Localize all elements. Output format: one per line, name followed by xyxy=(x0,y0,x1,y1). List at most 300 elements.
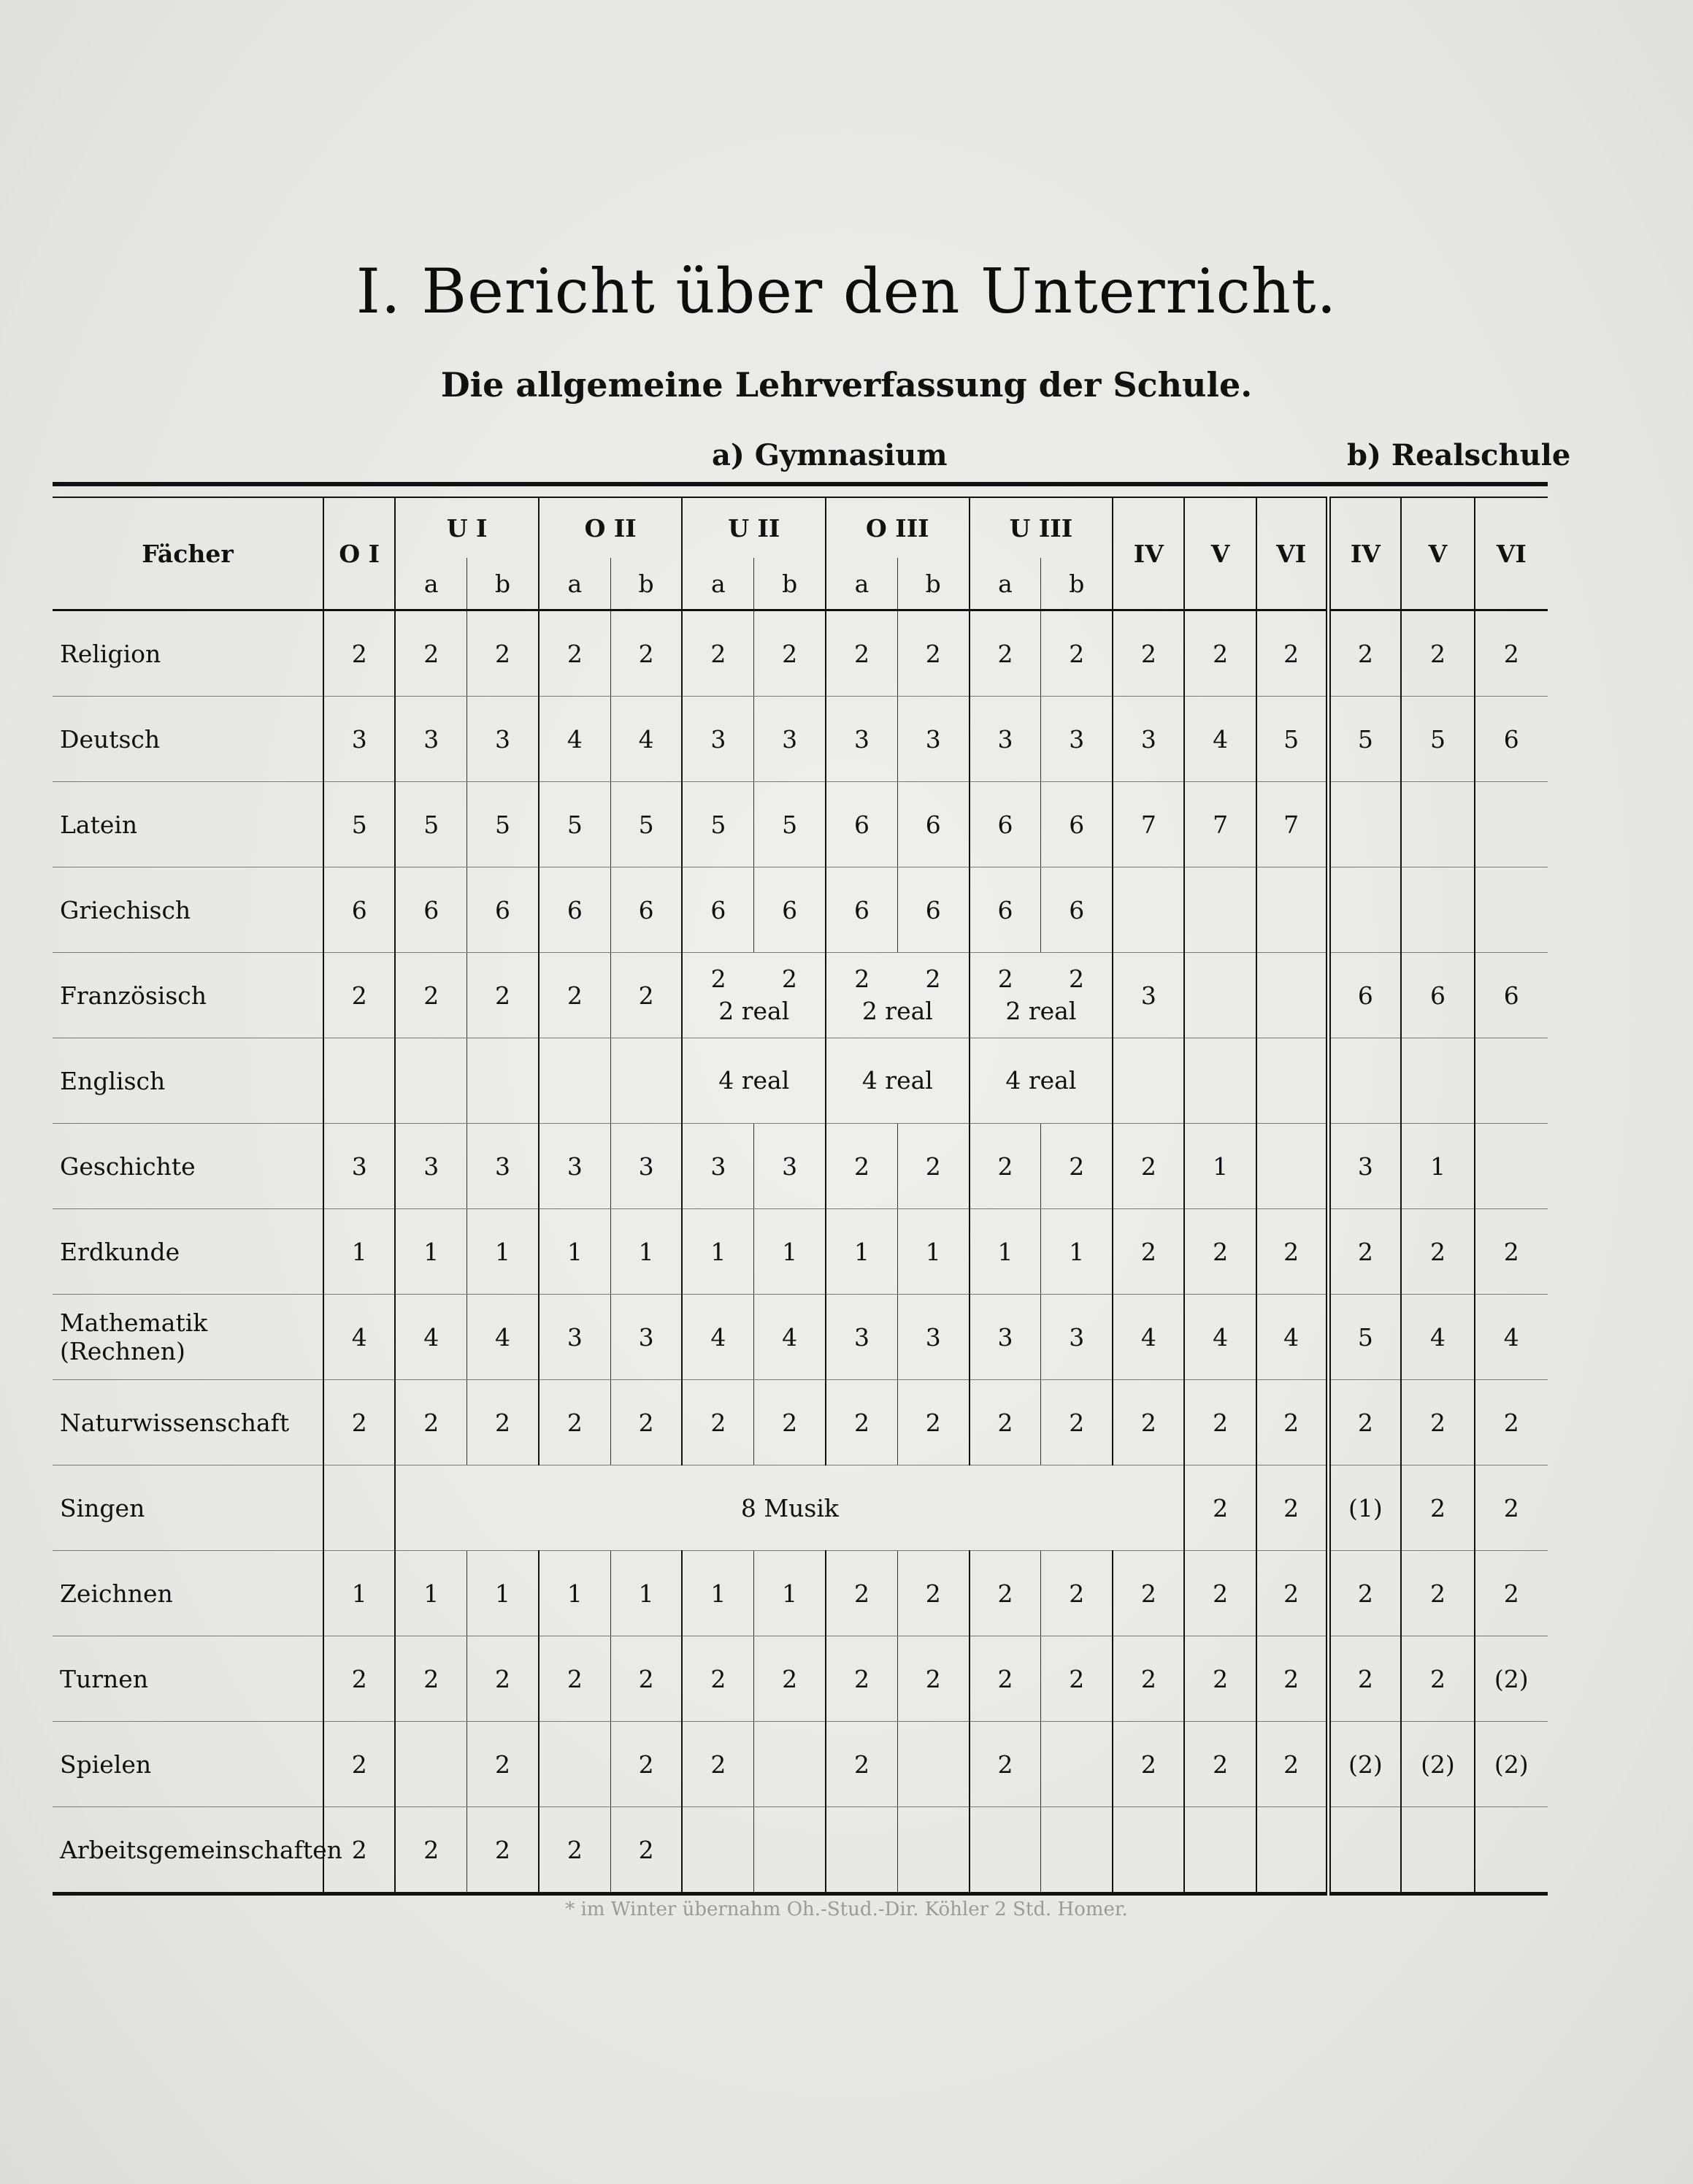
subject-label: Zeichnen xyxy=(53,1551,323,1636)
header-class: VI xyxy=(1475,497,1548,610)
table-cell-span xyxy=(970,953,1113,1038)
table-cell: 2 xyxy=(897,1551,969,1636)
subject-label: Englisch xyxy=(53,1038,323,1124)
table-cell-value: 2 xyxy=(781,965,797,993)
table-cell: 2 xyxy=(1113,1551,1184,1636)
table-cell: 2 xyxy=(323,1722,395,1807)
table-cell: 2 xyxy=(682,1722,753,1807)
page-title: I. Bericht über den Unterricht. xyxy=(356,256,1337,327)
table-cell: 3 xyxy=(1041,697,1113,782)
table-cell: 3 xyxy=(970,1295,1041,1380)
subject-label: Singen xyxy=(53,1465,323,1551)
table-cell: 1 xyxy=(395,1209,467,1295)
table-cell: 4 xyxy=(539,697,610,782)
table-cell: 5 xyxy=(1328,697,1401,782)
table-cell: 4 xyxy=(1475,1295,1548,1380)
table-cell xyxy=(539,1038,610,1124)
table-cell: 2 xyxy=(1475,1209,1548,1295)
table-cell: 3 xyxy=(323,697,395,782)
table-cell: 2 xyxy=(610,953,682,1038)
table-cell xyxy=(897,1807,969,1894)
subject-label: Arbeitsgemeinschaften xyxy=(53,1807,323,1894)
table-cell xyxy=(970,1807,1041,1894)
table-cell: 3 xyxy=(682,1124,753,1209)
table-cell: 1 xyxy=(1041,1209,1113,1295)
table-cell xyxy=(1184,1038,1256,1124)
table-cell: 2 xyxy=(1256,1465,1328,1551)
table-cell: 2 xyxy=(539,1380,610,1465)
subject-label: Naturwissenschaft xyxy=(53,1380,323,1465)
table-cell: 6 xyxy=(754,867,826,953)
table-cell: 6 xyxy=(970,782,1041,867)
table-cell xyxy=(1256,867,1328,953)
table-cell: 4 xyxy=(682,1295,753,1380)
table-cell-span xyxy=(826,1038,970,1124)
table-row xyxy=(53,1807,1548,1894)
table-cell: 5 xyxy=(1328,1295,1401,1380)
table-cell: 3 xyxy=(754,697,826,782)
table-cell: 2 xyxy=(610,610,682,697)
table-cell: (2) xyxy=(1475,1722,1548,1807)
table-cell xyxy=(1113,867,1184,953)
table-cell: 5 xyxy=(754,782,826,867)
subject-label: Geschichte xyxy=(53,1124,323,1209)
table-cell-value: 2 xyxy=(925,965,941,993)
table-cell: 2 xyxy=(826,1380,897,1465)
table-row xyxy=(53,1038,1548,1124)
table-row xyxy=(53,1722,1548,1807)
table-cell: 3 xyxy=(970,697,1041,782)
table-cell: 2 xyxy=(1328,1209,1401,1295)
subject-label: Französisch xyxy=(53,953,323,1038)
table-cell: 4 xyxy=(1184,1295,1256,1380)
table-cell: 2 xyxy=(323,953,395,1038)
table-cell: 2 xyxy=(467,1807,539,1894)
table-cell: 2 xyxy=(1041,1124,1113,1209)
table-cell: 2 xyxy=(1401,1380,1474,1465)
table-cell: 2 xyxy=(1401,1551,1474,1636)
table-cell: 2 xyxy=(897,1380,969,1465)
table-cell xyxy=(1475,867,1548,953)
table-cell xyxy=(1113,1807,1184,1894)
table-cell: 2 xyxy=(1184,1722,1256,1807)
table-cell: 2 xyxy=(1401,1465,1474,1551)
table-cell: 2 xyxy=(1475,1551,1548,1636)
header-subdivision: b xyxy=(467,558,539,610)
table-cell: 3 xyxy=(467,697,539,782)
table-cell: 2 xyxy=(897,610,969,697)
header-subdivision: a xyxy=(826,558,897,610)
table-cell-value: 2 xyxy=(710,965,726,993)
table-row xyxy=(53,1124,1548,1209)
table-cell: 1 xyxy=(395,1551,467,1636)
table-cell: 2 xyxy=(1475,1380,1548,1465)
table-cell: 2 xyxy=(1401,1636,1474,1722)
subject-label: Turnen xyxy=(53,1636,323,1722)
header-class: O III xyxy=(826,497,970,558)
table-cell: 6 xyxy=(1475,953,1548,1038)
table-cell-annotation: 4 real xyxy=(1005,1066,1077,1095)
table-cell: 6 xyxy=(897,782,969,867)
table-cell: 2 xyxy=(826,1636,897,1722)
table-cell: 2 xyxy=(395,1380,467,1465)
header-class: VI xyxy=(1256,497,1328,610)
table-cell: 1 xyxy=(467,1209,539,1295)
table-cell xyxy=(754,1807,826,1894)
table-cell: 7 xyxy=(1256,782,1328,867)
table-cell: 2 xyxy=(1113,1636,1184,1722)
table-cell: 2 xyxy=(1113,1124,1184,1209)
header-class: U III xyxy=(970,497,1113,558)
table-cell: 4 xyxy=(467,1295,539,1380)
table-cell: 3 xyxy=(1328,1124,1401,1209)
table-cell: 1 xyxy=(682,1551,753,1636)
table-cell: 6 xyxy=(610,867,682,953)
table-cell: 2 xyxy=(1256,1636,1328,1722)
table-cell: 2 xyxy=(1184,610,1256,697)
table-cell: 2 xyxy=(1401,1209,1474,1295)
table-cell: 6 xyxy=(323,867,395,953)
table-cell: 2 xyxy=(1041,1380,1113,1465)
table-cell: 4 xyxy=(754,1295,826,1380)
table-cell-span xyxy=(682,1038,826,1124)
table-cell: 6 xyxy=(395,867,467,953)
table-cell: 2 xyxy=(1256,1722,1328,1807)
table-cell: 1 xyxy=(1184,1124,1256,1209)
table-cell: (1) xyxy=(1328,1465,1401,1551)
header-class: U II xyxy=(682,497,826,558)
table-row xyxy=(53,1380,1548,1465)
table-cell: 2 xyxy=(1328,1380,1401,1465)
table-cell: 2 xyxy=(323,610,395,697)
table-cell: 6 xyxy=(1041,782,1113,867)
table-cell xyxy=(1184,953,1256,1038)
table-cell xyxy=(610,1038,682,1124)
table-row xyxy=(53,1465,1548,1551)
table-cell: 3 xyxy=(395,697,467,782)
table-cell: 6 xyxy=(897,867,969,953)
table-cell xyxy=(323,1465,395,1551)
table-cell xyxy=(1401,1038,1474,1124)
table-row xyxy=(53,1209,1548,1295)
table-cell: 3 xyxy=(323,1124,395,1209)
table-cell: 5 xyxy=(1401,697,1474,782)
header-subdivision: a xyxy=(395,558,467,610)
table-cell-annotation: 2 real xyxy=(861,997,933,1025)
table-cell xyxy=(1401,1807,1474,1894)
table-cell: 5 xyxy=(1256,697,1328,782)
table-cell: 3 xyxy=(1113,953,1184,1038)
section-label-realschule: b) Realschule xyxy=(1347,438,1571,472)
table-cell xyxy=(1256,1038,1328,1124)
table-cell: 4 xyxy=(323,1295,395,1380)
table-cell: 3 xyxy=(754,1124,826,1209)
table-cell: 2 xyxy=(395,610,467,697)
table-cell xyxy=(1401,782,1474,867)
table-cell: 6 xyxy=(1475,697,1548,782)
table-cell-value: 2 xyxy=(997,965,1013,993)
subject-label: Erdkunde xyxy=(53,1209,323,1295)
table-cell: 2 xyxy=(539,953,610,1038)
header-class: IV xyxy=(1328,497,1401,610)
table-cell: 2 xyxy=(610,1636,682,1722)
table-cell: 4 xyxy=(1401,1295,1474,1380)
table-cell xyxy=(754,1722,826,1807)
header-subdivision: a xyxy=(970,558,1041,610)
header-subdivision: b xyxy=(610,558,682,610)
table-cell: 1 xyxy=(1401,1124,1474,1209)
table-cell: 1 xyxy=(610,1209,682,1295)
table-cell: 1 xyxy=(970,1209,1041,1295)
table-cell-value: 2 xyxy=(1069,965,1085,993)
header-class: IV xyxy=(1113,497,1184,610)
table-cell: 3 xyxy=(395,1124,467,1209)
table-cell: 5 xyxy=(395,782,467,867)
table-cell: 2 xyxy=(826,1722,897,1807)
table-cell: 2 xyxy=(610,1722,682,1807)
table-cell xyxy=(1401,867,1474,953)
table-cell: 2 xyxy=(682,610,753,697)
table-cell: 6 xyxy=(539,867,610,953)
table-cell xyxy=(1328,1038,1401,1124)
table-cell: 2 xyxy=(467,953,539,1038)
table-cell: 2 xyxy=(897,1124,969,1209)
table-cell xyxy=(1184,1807,1256,1894)
header-class: O II xyxy=(539,497,683,558)
table-cell: 3 xyxy=(682,697,753,782)
footnote: * im Winter übernahm Oh.-Stud.-Dir. Köhler 2 Std. Homer. xyxy=(565,1898,1128,1920)
table-cell: 3 xyxy=(467,1124,539,1209)
table-cell xyxy=(1475,1807,1548,1894)
table-cell xyxy=(1256,953,1328,1038)
header-subdivision: b xyxy=(1041,558,1113,610)
table-cell-span xyxy=(970,1038,1113,1124)
table-cell: 4 xyxy=(395,1295,467,1380)
table-cell: 2 xyxy=(1184,1551,1256,1636)
table-cell xyxy=(467,1038,539,1124)
table-row xyxy=(53,1636,1548,1722)
section-label-gymnasium: a) Gymnasium xyxy=(712,438,948,472)
table-cell: 2 xyxy=(539,1636,610,1722)
table-cell: 2 xyxy=(1401,610,1474,697)
table-cell: 2 xyxy=(970,1124,1041,1209)
table-cell: 3 xyxy=(610,1295,682,1380)
table-row xyxy=(53,1551,1548,1636)
table-cell: 3 xyxy=(897,1295,969,1380)
table-cell xyxy=(1041,1722,1113,1807)
table-cell: 2 xyxy=(1256,1209,1328,1295)
header-subdivision: a xyxy=(539,558,610,610)
table-cell: 6 xyxy=(826,867,897,953)
subject-label: Religion xyxy=(53,610,323,697)
table-cell xyxy=(1328,782,1401,867)
table-cell: 5 xyxy=(682,782,753,867)
table-cell: 5 xyxy=(539,782,610,867)
table-cell: 2 xyxy=(323,1636,395,1722)
table-cell: 2 xyxy=(1113,1722,1184,1807)
header-subjects: Fächer xyxy=(53,497,323,610)
table-cell: 2 xyxy=(1041,610,1113,697)
table-row xyxy=(53,953,1548,1038)
table-cell: 3 xyxy=(826,1295,897,1380)
table-cell: 2 xyxy=(395,1807,467,1894)
table-cell: 2 xyxy=(467,1380,539,1465)
table-cell: 2 xyxy=(1256,1551,1328,1636)
subject-label: Mathematik (Rechnen) xyxy=(53,1295,323,1380)
table-cell: 2 xyxy=(467,1722,539,1807)
table-cell: 2 xyxy=(1256,1380,1328,1465)
table-cell: 6 xyxy=(1401,953,1474,1038)
table-cell: 3 xyxy=(610,1124,682,1209)
table-cell: 2 xyxy=(610,1807,682,1894)
table-cell: 2 xyxy=(539,1807,610,1894)
table-cell xyxy=(1328,1807,1401,1894)
table-cell: 6 xyxy=(970,867,1041,953)
table-cell xyxy=(1328,867,1401,953)
table-cell xyxy=(1256,1807,1328,1894)
table-cell: 2 xyxy=(1113,610,1184,697)
table-cell: 1 xyxy=(539,1209,610,1295)
page-subtitle: Die allgemeine Lehrverfassung der Schule. xyxy=(440,365,1253,405)
table-cell: 2 xyxy=(682,1380,753,1465)
table-cell: 2 xyxy=(1184,1465,1256,1551)
table-cell: 5 xyxy=(323,782,395,867)
table-cell: 2 xyxy=(1475,610,1548,697)
header-class: V xyxy=(1401,497,1474,610)
table-cell: 1 xyxy=(826,1209,897,1295)
table-cell: (2) xyxy=(1475,1636,1548,1722)
header-subdivision: b xyxy=(754,558,826,610)
table-cell: 4 xyxy=(1113,1295,1184,1380)
table-cell xyxy=(682,1807,753,1894)
table-cell-span xyxy=(826,953,970,1038)
table-row xyxy=(53,697,1548,782)
table-cell: 6 xyxy=(1041,867,1113,953)
table-cell xyxy=(1113,1038,1184,1124)
table-cell: 3 xyxy=(826,697,897,782)
table-cell: 2 xyxy=(1184,1209,1256,1295)
table-cell: 6 xyxy=(826,782,897,867)
table-cell: 5 xyxy=(467,782,539,867)
table-cell: 2 xyxy=(754,1636,826,1722)
table-cell-annotation: 2 real xyxy=(1005,997,1077,1025)
header-subdivision: a xyxy=(682,558,753,610)
table-cell: 1 xyxy=(610,1551,682,1636)
table-cell: 4 xyxy=(610,697,682,782)
curriculum-table xyxy=(53,482,1548,1896)
header-class: V xyxy=(1184,497,1256,610)
table-cell: 2 xyxy=(1328,610,1401,697)
table-cell: 2 xyxy=(467,1636,539,1722)
table-cell: 1 xyxy=(682,1209,753,1295)
table-cell: (2) xyxy=(1401,1722,1474,1807)
table-cell xyxy=(323,1038,395,1124)
table-cell: 3 xyxy=(539,1295,610,1380)
subject-label: Spielen xyxy=(53,1722,323,1807)
table-cell-annotation: 2 real xyxy=(718,997,790,1025)
subject-label: Deutsch xyxy=(53,697,323,782)
table-cell: 1 xyxy=(323,1209,395,1295)
table-cell xyxy=(826,1807,897,1894)
table-cell: 2 xyxy=(323,1807,395,1894)
subject-label: Latein xyxy=(53,782,323,867)
table-cell: 2 xyxy=(539,610,610,697)
table-cell: 1 xyxy=(754,1209,826,1295)
table-cell: 2 xyxy=(1328,1551,1401,1636)
table-cell: 2 xyxy=(970,610,1041,697)
table-cell: 6 xyxy=(1328,953,1401,1038)
table-cell: 6 xyxy=(682,867,753,953)
table-cell: 2 xyxy=(1328,1636,1401,1722)
table-cell: 2 xyxy=(395,953,467,1038)
table-cell: 2 xyxy=(1041,1551,1113,1636)
table-cell: 2 xyxy=(754,1380,826,1465)
table-cell: 7 xyxy=(1113,782,1184,867)
table-cell: 3 xyxy=(897,697,969,782)
table-cell: 2 xyxy=(826,1124,897,1209)
table-cell: (2) xyxy=(1328,1722,1401,1807)
table-row xyxy=(53,782,1548,867)
table-row xyxy=(53,1295,1548,1380)
table-cell xyxy=(1041,1807,1113,1894)
header-class: U I xyxy=(395,497,539,558)
table-cell xyxy=(1256,1124,1328,1209)
table-cell-value: 2 xyxy=(854,965,870,993)
subject-label: Griechisch xyxy=(53,867,323,953)
table-cell: 2 xyxy=(1475,1465,1548,1551)
table-cell xyxy=(1475,1124,1548,1209)
table-cell: 2 xyxy=(826,610,897,697)
table-cell xyxy=(395,1722,467,1807)
table-cell-annotation: 4 real xyxy=(861,1066,933,1095)
table-cell: 2 xyxy=(682,1636,753,1722)
table-cell: 1 xyxy=(754,1551,826,1636)
table-cell: 7 xyxy=(1184,782,1256,867)
table-cell: 2 xyxy=(970,1551,1041,1636)
table-cell: 2 xyxy=(1113,1380,1184,1465)
table-cell: 2 xyxy=(970,1722,1041,1807)
table-cell: 4 xyxy=(1184,697,1256,782)
table-cell: 2 xyxy=(1256,610,1328,697)
table-cell: 2 xyxy=(897,1636,969,1722)
table-cell: 2 xyxy=(970,1636,1041,1722)
table-cell xyxy=(1184,867,1256,953)
table-cell xyxy=(539,1722,610,1807)
table-cell: 1 xyxy=(897,1209,969,1295)
table-cell: 2 xyxy=(1184,1380,1256,1465)
table-cell: 1 xyxy=(539,1551,610,1636)
table-cell xyxy=(1475,782,1548,867)
table-cell xyxy=(1475,1038,1548,1124)
table-cell: 1 xyxy=(323,1551,395,1636)
table-cell-music: 8 Musik xyxy=(395,1465,1184,1551)
table-cell: 2 xyxy=(1041,1636,1113,1722)
table-cell: 3 xyxy=(1041,1295,1113,1380)
table-cell-annotation: 4 real xyxy=(718,1066,790,1095)
table-cell: 2 xyxy=(323,1380,395,1465)
table-cell xyxy=(395,1038,467,1124)
table-row xyxy=(53,867,1548,953)
table-cell xyxy=(897,1722,969,1807)
table-cell: 3 xyxy=(539,1124,610,1209)
table-cell: 2 xyxy=(970,1380,1041,1465)
table-cell: 6 xyxy=(467,867,539,953)
table-cell-span xyxy=(682,953,826,1038)
table-cell: 5 xyxy=(610,782,682,867)
table-cell: 2 xyxy=(610,1380,682,1465)
table-cell: 2 xyxy=(1184,1636,1256,1722)
table-cell: 2 xyxy=(826,1551,897,1636)
